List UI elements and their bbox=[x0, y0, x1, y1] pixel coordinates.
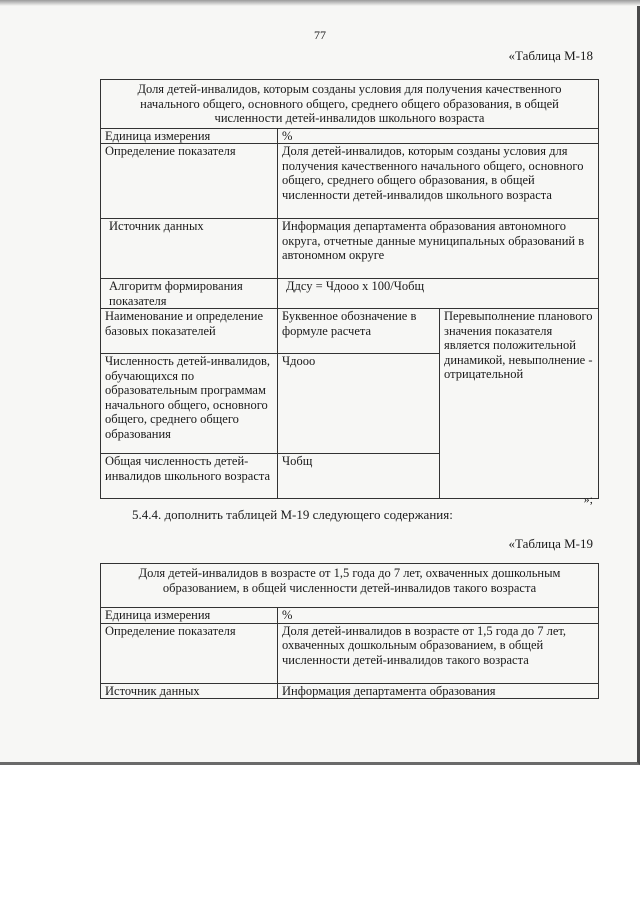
definition-value: Доля детей-инвалидов, которым созданы условия для получения качественного начального общего, основного общего, среднего общего образования, в общей численности детей-инвалидов школьного возраста bbox=[278, 144, 599, 219]
page-number: 77 bbox=[314, 28, 326, 42]
unit-label: Единица измерения bbox=[101, 128, 278, 144]
source-label: Источник данных bbox=[101, 219, 278, 279]
table-m18-closing: »; bbox=[583, 492, 593, 506]
base-indicators-header: Наименование и определение базовых показателей bbox=[101, 309, 278, 354]
source-label: Источник данных bbox=[101, 683, 278, 699]
base-indicator-2-label: Общая численность детей-инвалидов школьного возраста bbox=[101, 454, 278, 499]
unit-value: % bbox=[278, 128, 599, 144]
table-m19 bbox=[100, 563, 599, 699]
base-indicator-1-symbol: Чдооо bbox=[278, 354, 440, 454]
unit-value: % bbox=[278, 608, 599, 624]
unit-label: Единица измерения bbox=[101, 608, 278, 624]
table-m18-title: Доля детей-инвалидов, которым созданы условия для получения качественного начального общего, основного общего, среднего общего образования, в общей численности детей-инвалидов школьного возраста bbox=[101, 80, 599, 129]
base-indicator-2-symbol: Чобщ bbox=[278, 454, 440, 499]
table-m18-caption: «Таблица М-18 bbox=[508, 48, 593, 63]
definition-value: Доля детей-инвалидов в возрасте от 1,5 года до 7 лет, охваченных дошкольным образованием, в общей численности детей-инвалидов такого возраста bbox=[278, 623, 599, 683]
definition-label: Определение показателя bbox=[101, 144, 278, 219]
source-value: Информация департамента образования bbox=[278, 683, 599, 699]
table-m19-caption: «Таблица М-19 bbox=[508, 536, 593, 551]
definition-label: Определение показателя bbox=[101, 623, 278, 683]
table-m18 bbox=[100, 79, 599, 499]
source-value: Информация департамента образования автономного округа, отчетные данные муниципальных образований в автономном округе bbox=[278, 219, 599, 279]
algorithm-label: Алгоритм формирования показателя bbox=[101, 279, 278, 309]
scan-shadow bbox=[0, 0, 640, 6]
formula-symbol-header: Буквенное обозначение в формуле расчета bbox=[278, 309, 440, 354]
dynamics-note: Перевыполнение планового значения показателя является положительной динамикой, невыполнение - отрицательной bbox=[440, 309, 599, 499]
paragraph-5-4-4: 5.4.4. дополнить таблицей М-19 следующего содержания: bbox=[132, 507, 453, 522]
algorithm-formula: Ддсу = Чдооо х 100/Чобщ bbox=[278, 279, 599, 309]
table-m19-title: Доля детей-инвалидов в возрасте от 1,5 года до 7 лет, охваченных дошкольным образованием, в общей численности детей-инвалидов такого возраста bbox=[101, 564, 599, 608]
base-indicator-1-label: Численность детей-инвалидов, обучающихся по образовательным программам начального общего, основного общего, среднего общего образования bbox=[101, 354, 278, 454]
